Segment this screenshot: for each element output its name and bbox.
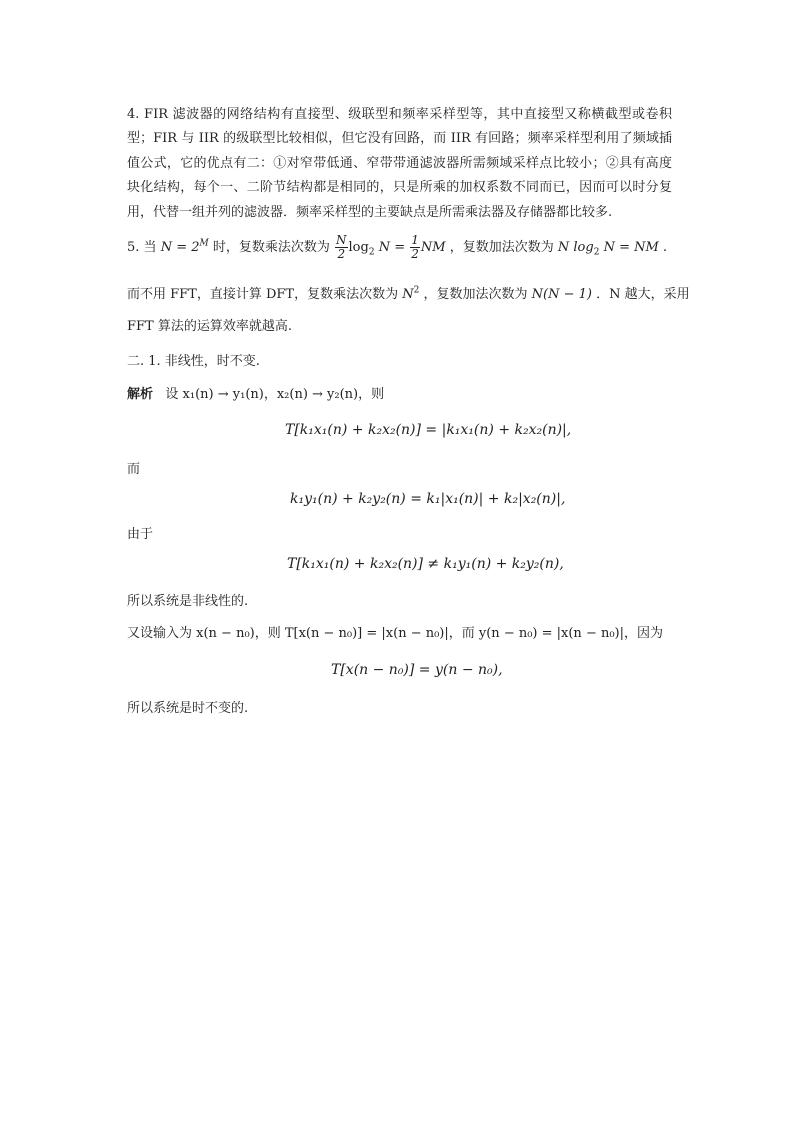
fraction-n-over-2: $\frac{N}{2}$ — [336, 233, 347, 261]
n-equals: N = — [378, 240, 406, 255]
analysis-label: 解析 — [127, 387, 154, 402]
condition-exponent: M — [199, 238, 209, 249]
add-expr: N log — [557, 240, 594, 255]
mult-count-label: 时，复数乘法次数为 — [212, 240, 330, 255]
add-log-base: 2 — [593, 247, 600, 258]
fraction-1-over-2: $\frac{1}{2}$ — [411, 233, 419, 261]
conclusion-time-invariant: 所以系统是时不变的. — [127, 701, 249, 716]
shift-line: 又设输入为 x(n − n₀)，则 T[x(n − n₀)] = |x(n − n₀)|，而 y(n − n₀) = |x(n − n₀)|，因为 — [127, 626, 664, 641]
condition-expr: N = 2 — [160, 240, 200, 255]
nm-term: NM — [420, 240, 446, 255]
analysis-setup: 设 x₁(n) → y₁(n)，x₂(n) → y₂(n)，则 — [165, 387, 385, 402]
equation-3: T[k₁x₁(n) + k₂x₂(n)] ≠ k₁y₁(n) + k₂y₂(n), — [287, 556, 564, 572]
add-expr-rest: N = NM . — [603, 240, 668, 255]
youyu-label: 由于 — [127, 527, 154, 542]
n-squared-exponent: 2 — [413, 285, 420, 296]
n-squared: N — [402, 287, 414, 302]
analysis-line — [127, 383, 384, 402]
section-5-line-3: FFT 算法的运算效率就越高. — [127, 319, 292, 334]
er-label: 而 — [127, 462, 141, 477]
equation-4: T[x(n − n₀)] = y(n − n₀), — [331, 662, 503, 678]
part-2-heading: 二. 1. 非线性，时不变. — [127, 354, 260, 369]
equation-1: T[k₁x₁(n) + k₂x₂(n)] = |k₁x₁(n) + k₂x₂(n)|, — [285, 422, 572, 438]
section-5-prefix: 5. 当 — [127, 240, 157, 255]
section-5-line-2: 而不用 FFT，直接计算 DFT，复数乘法次数为 $N^2$ ，复数加法次数为 N(N − 1) ．N 越大，采用 — [127, 285, 690, 302]
section-5-line-1 — [127, 234, 667, 261]
log-term: log — [348, 240, 369, 255]
add-count-label: ，复数加法次数为 — [449, 240, 554, 255]
direct-add-expr: N(N − 1) — [531, 287, 592, 302]
equation-2: k₁y₁(n) + k₂y₂(n) = k₁|x₁(n)| + k₂|x₂(n)|, — [290, 491, 566, 507]
section-4-paragraph: 4. FIR 滤波器的网络结构有直接型、级联型和频率采样型等，其中直接型又称横截型或卷积型；FIR 与 IIR 的级联型比较相似，但它没有回路，而 IIR 有回路；频率采样型利用了频域插值公式，它的优点有二：①对窄带低通、窄带带通滤波器所需频域采样点比较小；②具有高度块化结构，每个一、二阶节结构都是相同的，只是所乘的加权系数不同而已，因而可以时分复用，代替一组并列的滤波器．频率采样型的主要缺点是所需乘法器及存储器都比较多. — [127, 107, 672, 220]
conclusion-nonlinear: 所以系统是非线性的. — [127, 594, 249, 609]
log-base: 2 — [368, 247, 375, 258]
